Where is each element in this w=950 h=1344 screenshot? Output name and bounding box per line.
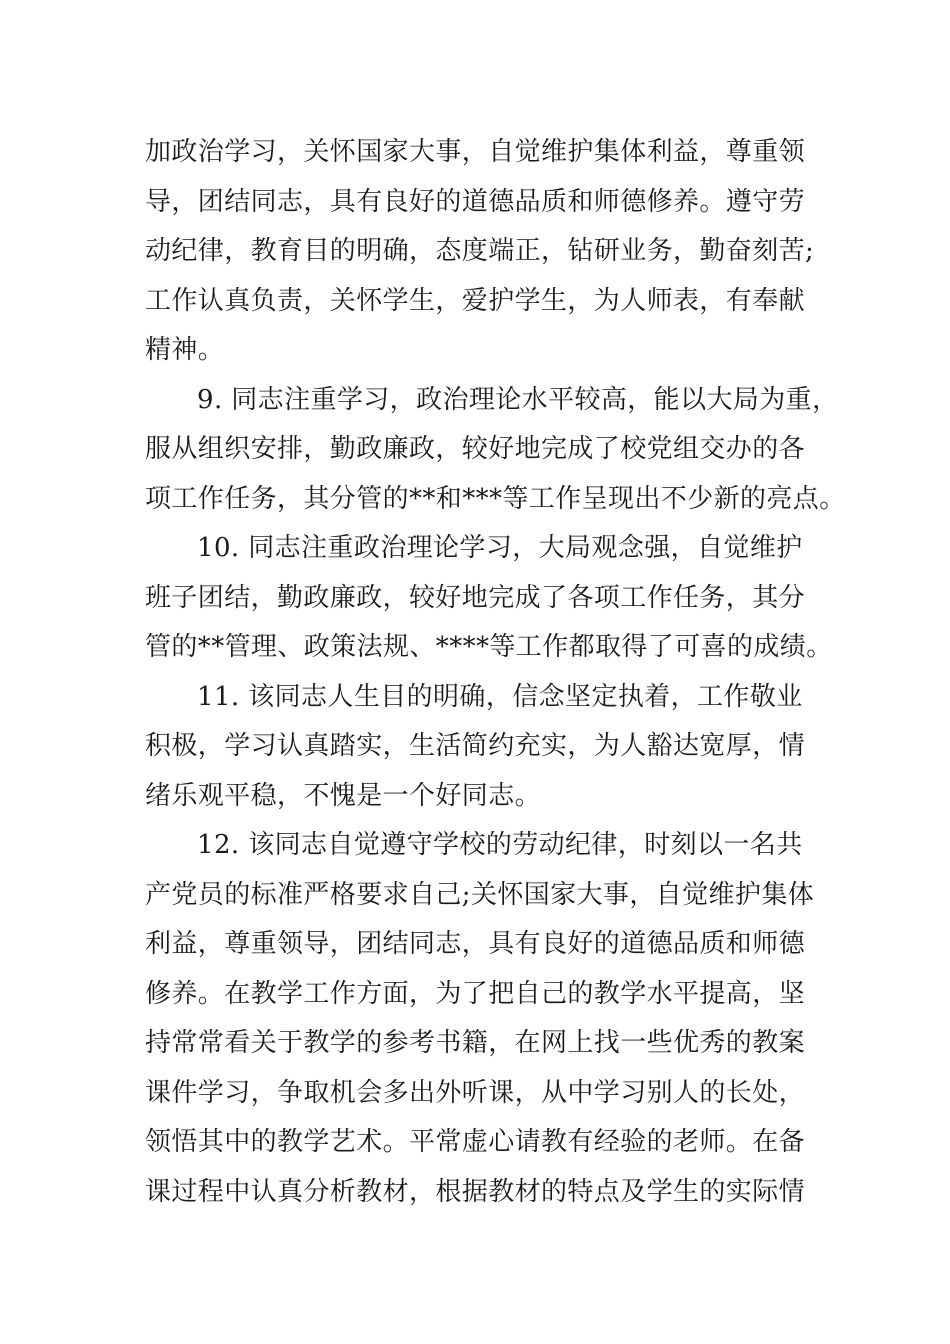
text-line: 导，团结同志，具有良好的道德品质和师德修养。遵守劳	[145, 186, 806, 217]
paragraph-first-line: 11. 该同志人生目的明确，信念坚定执着，工作敬业	[197, 681, 803, 712]
paragraph-first-line: 12. 该同志自觉遵守学校的劳动纪律，时刻以一名共	[197, 830, 803, 860]
text-line: 精神。	[145, 335, 225, 365]
text-line: 领悟其中的教学艺术。平常虚心请教有经验的老师。在备	[145, 1127, 806, 1157]
text-line: 工作认真负责，关怀学生，爱护学生，为人师表，有奉献	[145, 285, 806, 316]
text-line: 班子团结，勤政廉政，较好地完成了各项工作任务，其分	[145, 582, 806, 613]
text-line: 课过程中认真分析教材，根据教材的特点及学生的实际情	[145, 1176, 806, 1207]
text-line: 管的**管理、政策法规、****等工作都取得了可喜的成绩。	[145, 632, 833, 662]
text-line: 课件学习，争取机会多出外听课，从中学习别人的长处，	[145, 1077, 806, 1108]
text-line: 服从组织安排，勤政廉政，较好地完成了校党组交办的各	[145, 434, 806, 464]
text-line: 持常常看关于教学的参考书籍，在网上找一些优秀的教案	[145, 1028, 806, 1058]
text-line: 绪乐观平稳，不愧是一个好同志。	[145, 780, 542, 811]
paragraph-first-line: 9. 同志注重学习，政治理论水平较高，能以大局为重，	[197, 384, 839, 415]
text-line: 修养。在教学工作方面，为了把自己的教学水平提高，坚	[145, 978, 806, 1009]
text-line: 利益，尊重领导，团结同志，具有良好的道德品质和师德	[145, 929, 806, 959]
text-line: 积极，学习认真踏实，生活简约充实，为人豁达宽厚，情	[145, 731, 806, 761]
text-line: 加政治学习，关怀国家大事，自觉维护集体利益，尊重领	[145, 137, 806, 167]
text-line: 项工作任务，其分管的**和***等工作呈现出不少新的亮点。	[145, 483, 846, 514]
text-line: 产党员的标准严格要求自己;关怀国家大事，自觉维护集体	[145, 879, 815, 910]
paragraph-first-line: 10. 同志注重政治理论学习，大局观念强，自觉维护	[197, 533, 803, 563]
document-body	[145, 128, 846, 1217]
text-line: 动纪律，教育目的明确，态度端正，钻研业务，勤奋刻苦;	[145, 236, 815, 266]
